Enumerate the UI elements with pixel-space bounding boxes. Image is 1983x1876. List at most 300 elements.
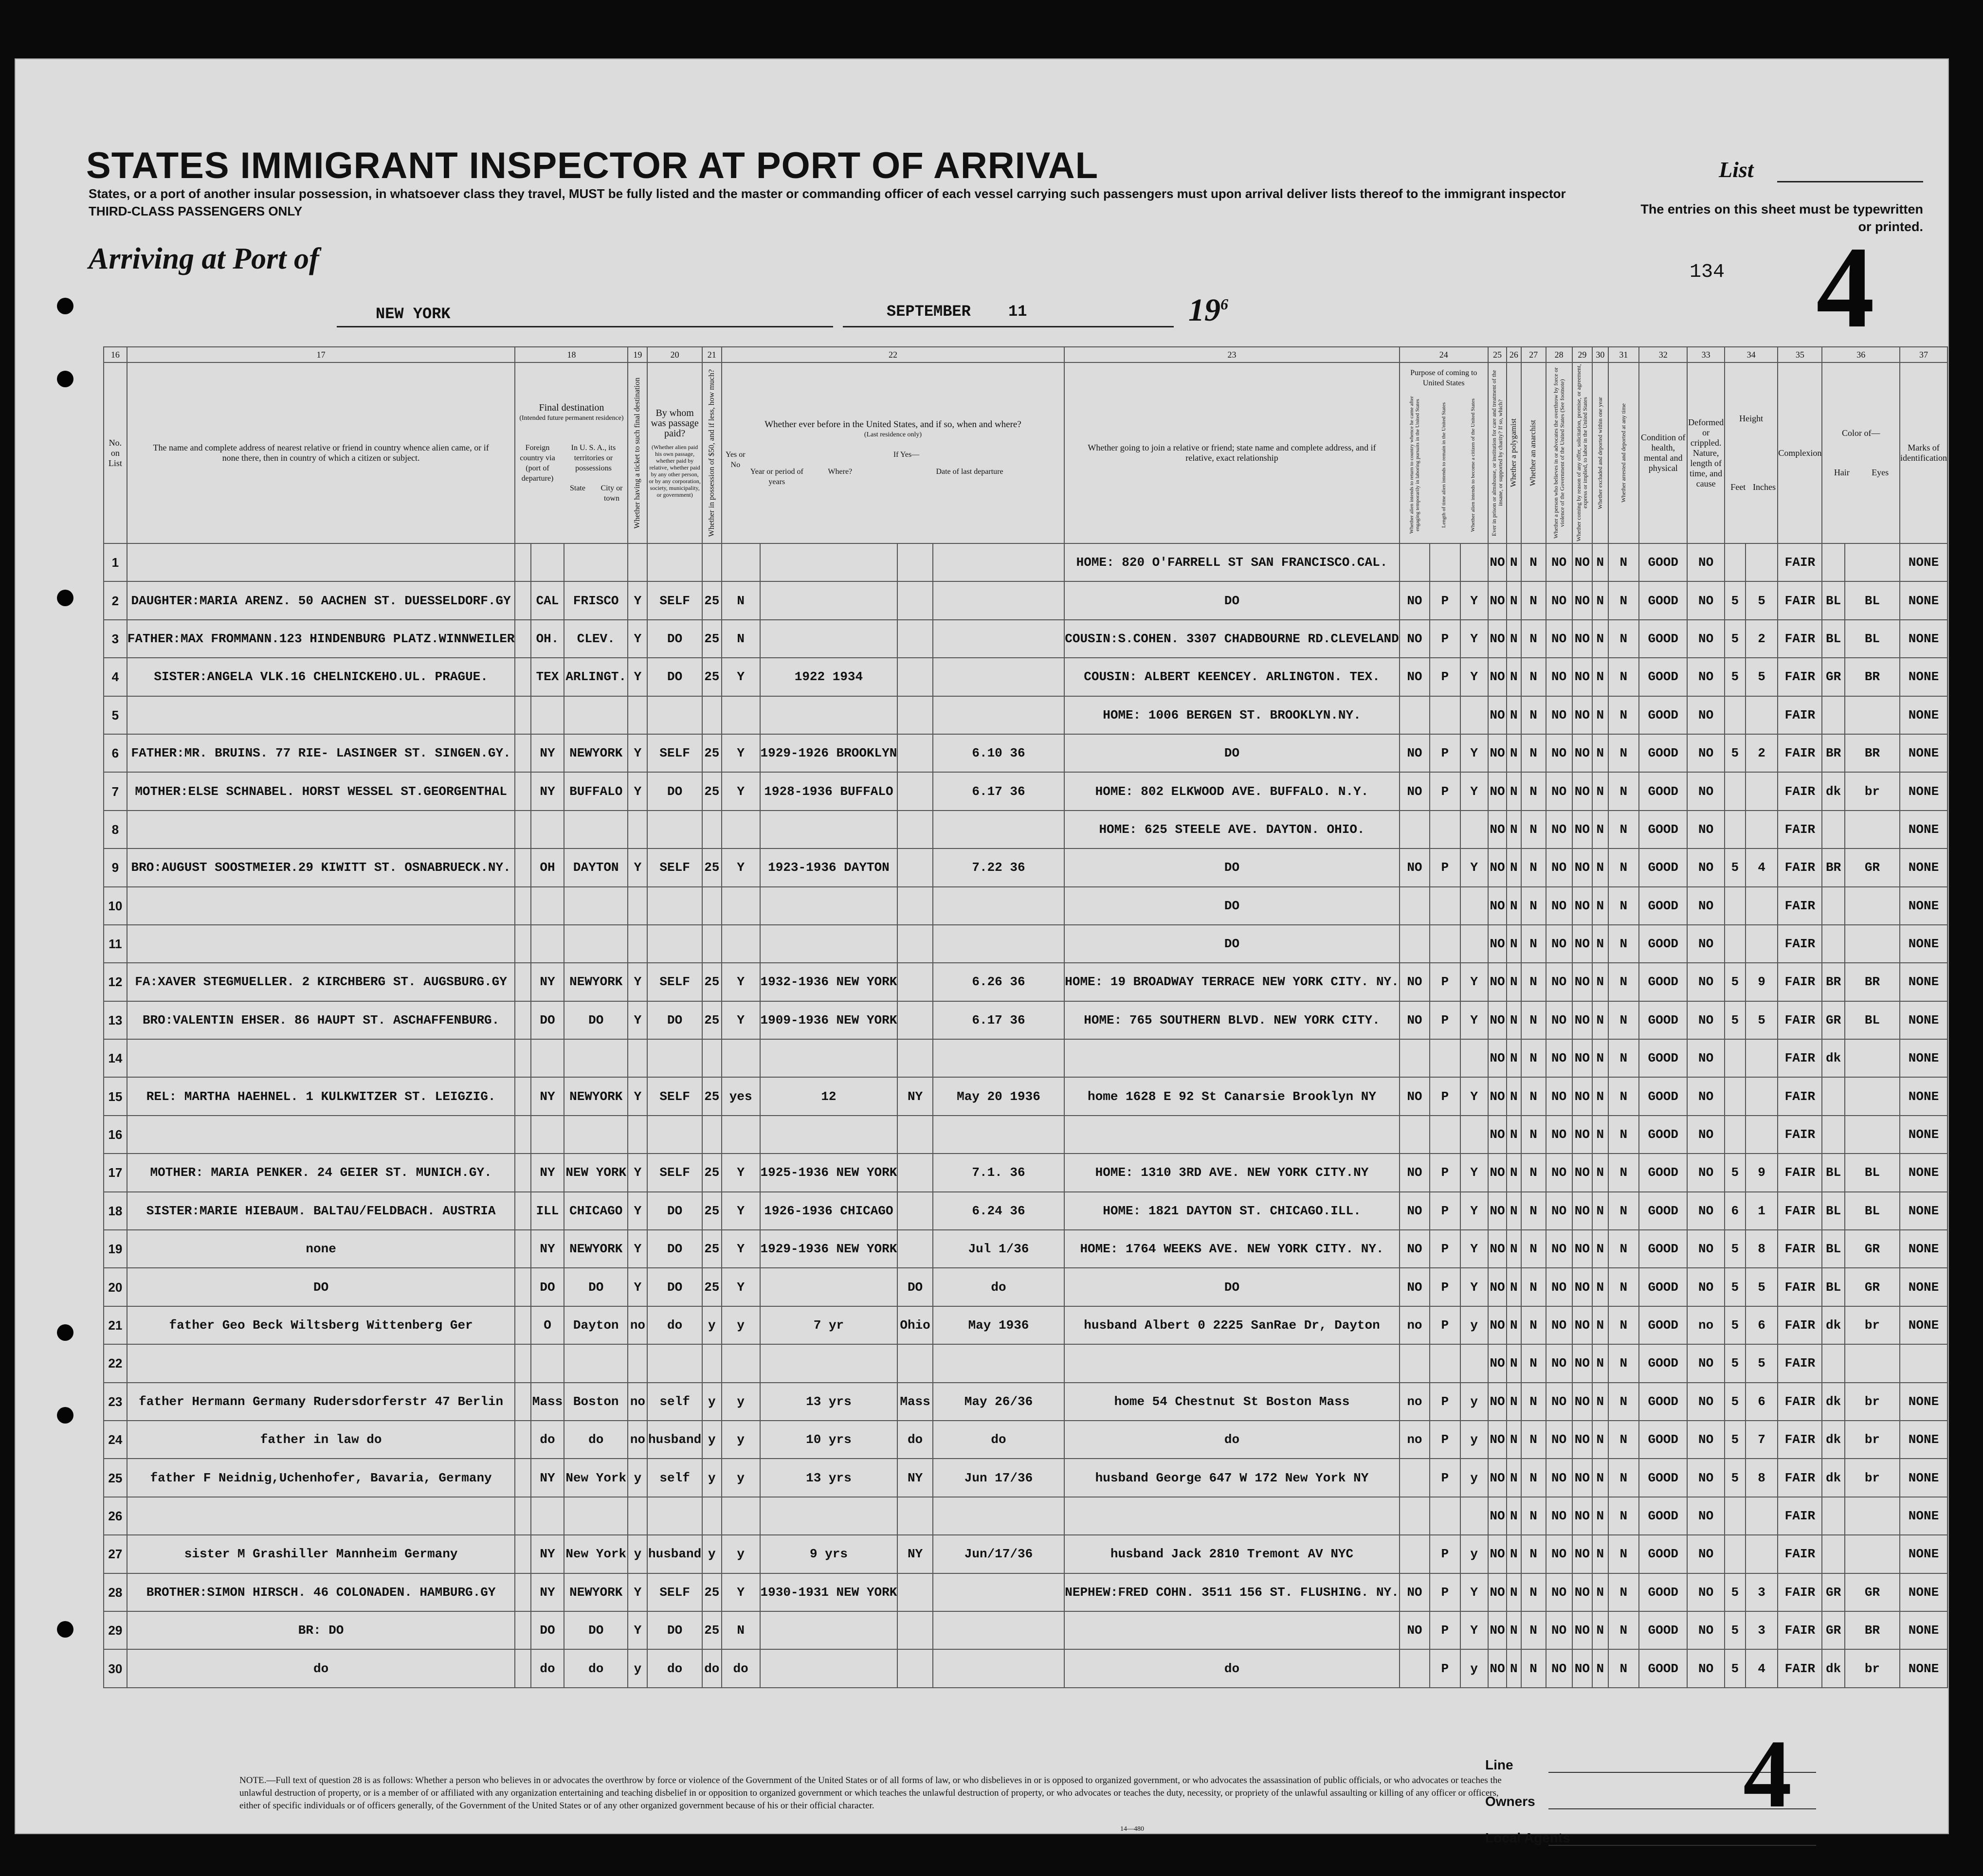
cell-hair: BR (1822, 848, 1844, 886)
cell-ticket: no (628, 1421, 647, 1459)
cell-inches: 1 (1746, 1192, 1778, 1230)
cell-purpose-length: P (1430, 1421, 1460, 1459)
cell-marks: NONE (1900, 1383, 1947, 1421)
cell-departure: do (933, 1268, 1064, 1306)
cell-excluded: N (1592, 1611, 1608, 1649)
cell-before-us: y (722, 1421, 760, 1459)
cell-purpose-citizen: y (1460, 1306, 1488, 1344)
cell-purpose-citizen: Y (1460, 963, 1488, 1001)
cell-deformed: no (1687, 1306, 1725, 1344)
cell-years (760, 925, 898, 963)
cell-arrested: N (1608, 696, 1639, 734)
cell-anarchist: N (1521, 887, 1546, 925)
cell-health: GOOD (1639, 772, 1687, 810)
cell-purpose-return (1400, 1459, 1430, 1497)
cell-paid-by: self (647, 1459, 702, 1497)
cell-where (897, 1573, 932, 1611)
cell-purpose-return (1400, 1039, 1430, 1077)
cell-overthrow: NO (1546, 1535, 1572, 1573)
cell-where: NY (897, 1077, 932, 1115)
cell-years (760, 581, 898, 619)
cell-no: 19 (104, 1230, 127, 1268)
cell-no: 1 (104, 543, 127, 581)
header-labor-offer (1572, 362, 1593, 543)
cell-arrested: N (1608, 1116, 1639, 1154)
cell-state: DO (531, 1611, 564, 1649)
cell-ticket: Y (628, 1192, 647, 1230)
cell-polygamist: N (1507, 1344, 1521, 1382)
cell-joining: husband George 647 W 172 New York NY (1064, 1459, 1400, 1497)
cell-prison: NO (1488, 1039, 1507, 1077)
cell-purpose-return: NO (1400, 1573, 1430, 1611)
cell-hair: GR (1822, 1573, 1844, 1611)
cell-overthrow: NO (1546, 925, 1572, 963)
cell-polygamist: N (1507, 620, 1521, 658)
cell-labor-offer: NO (1572, 696, 1593, 734)
cell-purpose-return: NO (1400, 658, 1430, 696)
cell-departure (933, 887, 1064, 925)
cell-overthrow: NO (1546, 1649, 1572, 1687)
cell-polygamist: N (1507, 1154, 1521, 1191)
cell-city: Dayton (564, 1306, 628, 1344)
cell-deformed: NO (1687, 1116, 1725, 1154)
cell-where (897, 620, 932, 658)
cell-ticket (628, 811, 647, 848)
cell-anarchist: N (1521, 1077, 1546, 1115)
header-where: Where? (828, 467, 853, 476)
cell-labor-offer: NO (1572, 1421, 1593, 1459)
cell-money: 25 (702, 734, 722, 772)
cell-departure (933, 581, 1064, 619)
table-row (104, 658, 1947, 696)
cell-prison: NO (1488, 1001, 1507, 1039)
cell-foreign-country (515, 734, 530, 772)
cell-where: NY (897, 1459, 932, 1497)
cell-anarchist: N (1521, 925, 1546, 963)
cell-years: 12 (760, 1077, 898, 1115)
cell-prison: NO (1488, 1611, 1507, 1649)
cell-departure: 6.17 36 (933, 772, 1064, 810)
cell-complexion: FAIR (1778, 1535, 1822, 1573)
cell-excluded: N (1592, 772, 1608, 810)
cell-joining: DO (1064, 581, 1400, 619)
cell-hair (1822, 1497, 1844, 1535)
arriving-label: Arriving at Port of (89, 242, 319, 275)
cell-prison: NO (1488, 772, 1507, 810)
cell-complexion: FAIR (1778, 1306, 1822, 1344)
cell-ticket: Y (628, 1573, 647, 1611)
cell-relative (127, 925, 515, 963)
cell-city: DO (564, 1268, 628, 1306)
cell-before-us: N (722, 1611, 760, 1649)
cell-marks: NONE (1900, 1649, 1947, 1687)
header-if-yes: If Yes— (893, 450, 920, 459)
cell-eyes: BL (1845, 1154, 1900, 1191)
cell-state: NY (531, 963, 564, 1001)
cell-overthrow: NO (1546, 696, 1572, 734)
cell-inches: 2 (1746, 620, 1778, 658)
cell-excluded: N (1592, 1116, 1608, 1154)
cell-inches: 6 (1746, 1383, 1778, 1421)
cell-deformed: NO (1687, 1383, 1725, 1421)
purpose-return-text: Whether alien intends to return to country whence he came after engaging temporarily in laboring pursuits in the United States (1408, 396, 1420, 534)
col-number: 32 (1639, 347, 1687, 362)
cell-purpose-citizen: Y (1460, 1001, 1488, 1039)
cell-complexion: FAIR (1778, 734, 1822, 772)
cell-health: GOOD (1639, 620, 1687, 658)
cell-relative: BRO:VALENTIN EHSER. 86 HAUPT ST. ASCHAFFENBURG. (127, 1001, 515, 1039)
cell-purpose-length (1430, 811, 1460, 848)
cell-departure: 7.1. 36 (933, 1154, 1064, 1191)
table-row (104, 543, 1947, 581)
cell-marks: NONE (1900, 1459, 1947, 1497)
cell-purpose-citizen (1460, 1497, 1488, 1535)
cell-purpose-length: P (1430, 1611, 1460, 1649)
cell-feet: 5 (1725, 1306, 1746, 1344)
cell-arrested: N (1608, 772, 1639, 810)
cell-purpose-citizen: Y (1460, 658, 1488, 696)
cell-polygamist: N (1507, 811, 1521, 848)
cell-city: BUFFALO (564, 772, 628, 810)
passenger-rows (104, 543, 1947, 1688)
cell-departure: 6.24 36 (933, 1192, 1064, 1230)
cell-labor-offer: NO (1572, 1039, 1593, 1077)
cell-eyes: BL (1845, 1001, 1900, 1039)
height-title: Height (1739, 414, 1764, 423)
cell-hair: dk (1822, 1421, 1844, 1459)
cell-deformed: NO (1687, 1497, 1725, 1535)
cell-money: 25 (702, 1230, 722, 1268)
cell-city (564, 543, 628, 581)
cell-before-us (722, 543, 760, 581)
cell-state: NY (531, 1077, 564, 1115)
cell-money: y (702, 1535, 722, 1573)
cell-eyes (1845, 696, 1900, 734)
cell-marks: NONE (1900, 1535, 1947, 1573)
cell-years: 1923-1936 DAYTON (760, 848, 898, 886)
cell-overthrow: NO (1546, 1039, 1572, 1077)
cell-foreign-country (515, 1192, 530, 1230)
cell-state: NY (531, 1459, 564, 1497)
cell-ticket: no (628, 1383, 647, 1421)
cell-joining: HOME: 1310 3RD AVE. NEW YORK CITY.NY (1064, 1154, 1400, 1191)
cell-eyes: BL (1845, 581, 1900, 619)
cell-labor-offer: NO (1572, 848, 1593, 886)
header-in-usa: In U. S. A., its territories or possessions (571, 443, 616, 472)
header-purpose (1400, 362, 1488, 543)
cell-hair (1822, 1116, 1844, 1154)
cell-money: 25 (702, 1611, 722, 1649)
cell-city: NEWYORK (564, 1573, 628, 1611)
cell-overthrow: NO (1546, 1497, 1572, 1535)
cell-money: 25 (702, 1192, 722, 1230)
cell-complexion: FAIR (1778, 811, 1822, 848)
cell-excluded: N (1592, 1421, 1608, 1459)
cell-no: 14 (104, 1039, 127, 1077)
cell-polygamist: N (1507, 848, 1521, 886)
cell-health: GOOD (1639, 1383, 1687, 1421)
list-underline (1777, 181, 1923, 182)
cell-labor-offer: NO (1572, 620, 1593, 658)
cell-polygamist: N (1507, 1611, 1521, 1649)
cell-years: 1909-1936 NEW YORK (760, 1001, 898, 1039)
cell-arrested: N (1608, 1077, 1639, 1115)
cell-prison: NO (1488, 1535, 1507, 1573)
binder-hole (57, 1324, 73, 1341)
cell-where (897, 1611, 932, 1649)
cell-excluded: N (1592, 1344, 1608, 1382)
cell-purpose-length: P (1430, 1001, 1460, 1039)
table-row (104, 1344, 1947, 1382)
cell-city: Boston (564, 1383, 628, 1421)
cell-prison: NO (1488, 620, 1507, 658)
cell-excluded: N (1592, 1459, 1608, 1497)
cell-ticket: Y (628, 1611, 647, 1649)
cell-labor-offer: NO (1572, 1344, 1593, 1382)
arrival-month: SEPTEMBER (887, 303, 971, 321)
cell-years (760, 1649, 898, 1687)
cell-deformed: NO (1687, 1421, 1725, 1459)
cell-state (531, 925, 564, 963)
local-agents-label: Local Agents (1485, 1830, 1570, 1845)
cell-overthrow: NO (1546, 1306, 1572, 1344)
header-eyes: Eyes (1872, 468, 1889, 477)
cell-before-us: Y (722, 1573, 760, 1611)
cell-money (702, 1497, 722, 1535)
cell-where (897, 963, 932, 1001)
cell-anarchist: N (1521, 734, 1546, 772)
cell-eyes: BR (1845, 1611, 1900, 1649)
cell-ticket: y (628, 1535, 647, 1573)
cell-city (564, 1039, 628, 1077)
cell-anarchist: N (1521, 1611, 1546, 1649)
cell-money: 25 (702, 848, 722, 886)
cell-purpose-length: P (1430, 581, 1460, 619)
col-number: 16 (104, 347, 127, 362)
cell-where: Ohio (897, 1306, 932, 1344)
col-number: 17 (127, 347, 515, 362)
cell-feet: 5 (1725, 620, 1746, 658)
final-destination-title: Final destination (539, 402, 604, 413)
cell-no: 3 (104, 620, 127, 658)
cell-purpose-return: NO (1400, 1192, 1430, 1230)
cell-hair: BL (1822, 1154, 1844, 1191)
cell-paid-by: SELF (647, 1077, 702, 1115)
cell-departure (933, 543, 1064, 581)
cell-no: 12 (104, 963, 127, 1001)
cell-prison: NO (1488, 1268, 1507, 1306)
cell-city: New York (564, 1535, 628, 1573)
table-row (104, 887, 1947, 925)
cell-deformed: NO (1687, 811, 1725, 848)
cell-health: GOOD (1639, 925, 1687, 963)
passage-paid-title: By whom was passage paid? (651, 407, 699, 439)
cell-inches (1746, 887, 1778, 925)
cell-arrested: N (1608, 811, 1639, 848)
cell-where (897, 1154, 932, 1191)
table-row (104, 1611, 1947, 1649)
cell-marks: NONE (1900, 1039, 1947, 1077)
cell-before-us (722, 887, 760, 925)
cell-joining: COUSIN:S.COHEN. 3307 CHADBOURNE RD.CLEVELAND (1064, 620, 1400, 658)
cell-feet (1725, 887, 1746, 925)
cell-prison: NO (1488, 887, 1507, 925)
year-suffix: 6 (1220, 295, 1228, 313)
cell-deformed: NO (1687, 772, 1725, 810)
cell-arrested: N (1608, 1306, 1639, 1344)
cell-arrested: N (1608, 1230, 1639, 1268)
cell-overthrow: NO (1546, 1001, 1572, 1039)
cell-prison: NO (1488, 925, 1507, 963)
cell-eyes: br (1845, 772, 1900, 810)
cell-inches: 3 (1746, 1611, 1778, 1649)
cell-labor-offer: NO (1572, 1306, 1593, 1344)
cell-health: GOOD (1639, 1192, 1687, 1230)
header-health: Condition of health, mental and physical (1639, 362, 1687, 543)
cell-before-us (722, 1039, 760, 1077)
cell-inches: 5 (1746, 581, 1778, 619)
cell-prison: NO (1488, 963, 1507, 1001)
cell-years: 1928-1936 BUFFALO (760, 772, 898, 810)
polygamist-text: Whether a polygamist (1509, 418, 1518, 487)
port-underline (337, 326, 833, 327)
header-last-departure: Date of last departure (936, 467, 1003, 476)
cell-departure: do (933, 1421, 1064, 1459)
cell-foreign-country (515, 925, 530, 963)
cell-polygamist: N (1507, 1077, 1521, 1115)
cell-purpose-citizen: Y (1460, 620, 1488, 658)
cell-purpose-length: P (1430, 772, 1460, 810)
cell-money: 25 (702, 581, 722, 619)
cell-departure (933, 1039, 1064, 1077)
cell-marks: NONE (1900, 1611, 1947, 1649)
cell-labor-offer: NO (1572, 887, 1593, 925)
cell-city: FRISCO (564, 581, 628, 619)
cell-labor-offer: NO (1572, 1268, 1593, 1306)
cell-years: 13 yrs (760, 1459, 898, 1497)
table-row (104, 734, 1947, 772)
col-number: 29 (1572, 347, 1593, 362)
cell-purpose-citizen: Y (1460, 1192, 1488, 1230)
cell-purpose-citizen: y (1460, 1649, 1488, 1687)
cell-prison: NO (1488, 1230, 1507, 1268)
cell-purpose-return (1400, 696, 1430, 734)
cell-prison: NO (1488, 1077, 1507, 1115)
cell-deformed: NO (1687, 1268, 1725, 1306)
cell-purpose-citizen: Y (1460, 1268, 1488, 1306)
header-yes-no: Yes or No (725, 450, 746, 469)
cell-arrested: N (1608, 658, 1639, 696)
cell-hair (1822, 1077, 1844, 1115)
cell-feet: 5 (1725, 1459, 1746, 1497)
entries-note: The entries on this sheet must be typewritten or printed. (1640, 202, 1923, 234)
cell-marks: NONE (1900, 1230, 1947, 1268)
cell-years: 9 yrs (760, 1535, 898, 1573)
col-number: 19 (628, 347, 647, 362)
cell-foreign-country (515, 1611, 530, 1649)
cell-purpose-length: P (1430, 1535, 1460, 1573)
cell-relative: FATHER:MAX FROMMANN.123 HINDENBURG PLATZ.WINNWEILER (127, 620, 515, 658)
cell-paid-by (647, 543, 702, 581)
cell-state (531, 887, 564, 925)
cell-state (531, 811, 564, 848)
cell-anarchist: N (1521, 696, 1546, 734)
cell-state: DO (531, 1268, 564, 1306)
cell-inches (1746, 811, 1778, 848)
cell-foreign-country (515, 1268, 530, 1306)
cell-labor-offer: NO (1572, 1230, 1593, 1268)
cell-foreign-country (515, 1154, 530, 1191)
cell-polygamist: N (1507, 1268, 1521, 1306)
cell-hair (1822, 543, 1844, 581)
cell-marks: NONE (1900, 734, 1947, 772)
cell-ticket: Y (628, 772, 647, 810)
col-number: 36 (1822, 347, 1900, 362)
cell-city (564, 887, 628, 925)
cell-health: GOOD (1639, 1459, 1687, 1497)
cell-paid-by: husband (647, 1535, 702, 1573)
list-number-bottom: 4 (1743, 1720, 1792, 1828)
anarchist-text: Whether an anarchist (1529, 420, 1538, 486)
cell-overthrow: NO (1546, 1421, 1572, 1459)
cell-anarchist: N (1521, 543, 1546, 581)
cell-state (531, 1039, 564, 1077)
table-row (104, 1116, 1947, 1154)
cell-purpose-return: NO (1400, 581, 1430, 619)
cell-prison: NO (1488, 1344, 1507, 1382)
cell-inches (1746, 1116, 1778, 1154)
final-destination-sub: (Intended future permanent residence) (519, 414, 624, 422)
cell-inches (1746, 925, 1778, 963)
cell-before-us: yes (722, 1077, 760, 1115)
cell-purpose-citizen: Y (1460, 581, 1488, 619)
cell-health: GOOD (1639, 963, 1687, 1001)
cell-deformed: NO (1687, 620, 1725, 658)
cell-no: 16 (104, 1116, 127, 1154)
cell-where (897, 1344, 932, 1382)
cell-health: GOOD (1639, 1573, 1687, 1611)
cell-hair: dk (1822, 772, 1844, 810)
cell-where: DO (897, 1268, 932, 1306)
cell-excluded: N (1592, 1383, 1608, 1421)
cell-prison: NO (1488, 811, 1507, 848)
cell-no: 4 (104, 658, 127, 696)
cell-where (897, 734, 932, 772)
cell-before-us: N (722, 620, 760, 658)
header-hair: Hair (1834, 468, 1850, 477)
cell-foreign-country (515, 658, 530, 696)
col-number: 27 (1521, 347, 1546, 362)
cell-purpose-length: P (1430, 620, 1460, 658)
cell-excluded: N (1592, 811, 1608, 848)
owners-label: Owners (1485, 1794, 1535, 1809)
table-row (104, 1459, 1947, 1497)
cell-inches: 8 (1746, 1230, 1778, 1268)
table-row (104, 925, 1947, 963)
cell-paid-by: DO (647, 1268, 702, 1306)
cell-hair: BL (1822, 1268, 1844, 1306)
cell-purpose-return: NO (1400, 1268, 1430, 1306)
cell-departure (933, 1497, 1064, 1535)
cell-relative: REL: MARTHA HAEHNEL. 1 KULKWITZER ST. LEIGZIG. (127, 1077, 515, 1115)
cell-where (897, 1649, 932, 1687)
cell-purpose-citizen (1460, 696, 1488, 734)
cell-purpose-length: P (1430, 734, 1460, 772)
cell-state: NY (531, 1230, 564, 1268)
cell-relative (127, 1116, 515, 1154)
cell-prison: NO (1488, 1116, 1507, 1154)
cell-inches: 2 (1746, 734, 1778, 772)
